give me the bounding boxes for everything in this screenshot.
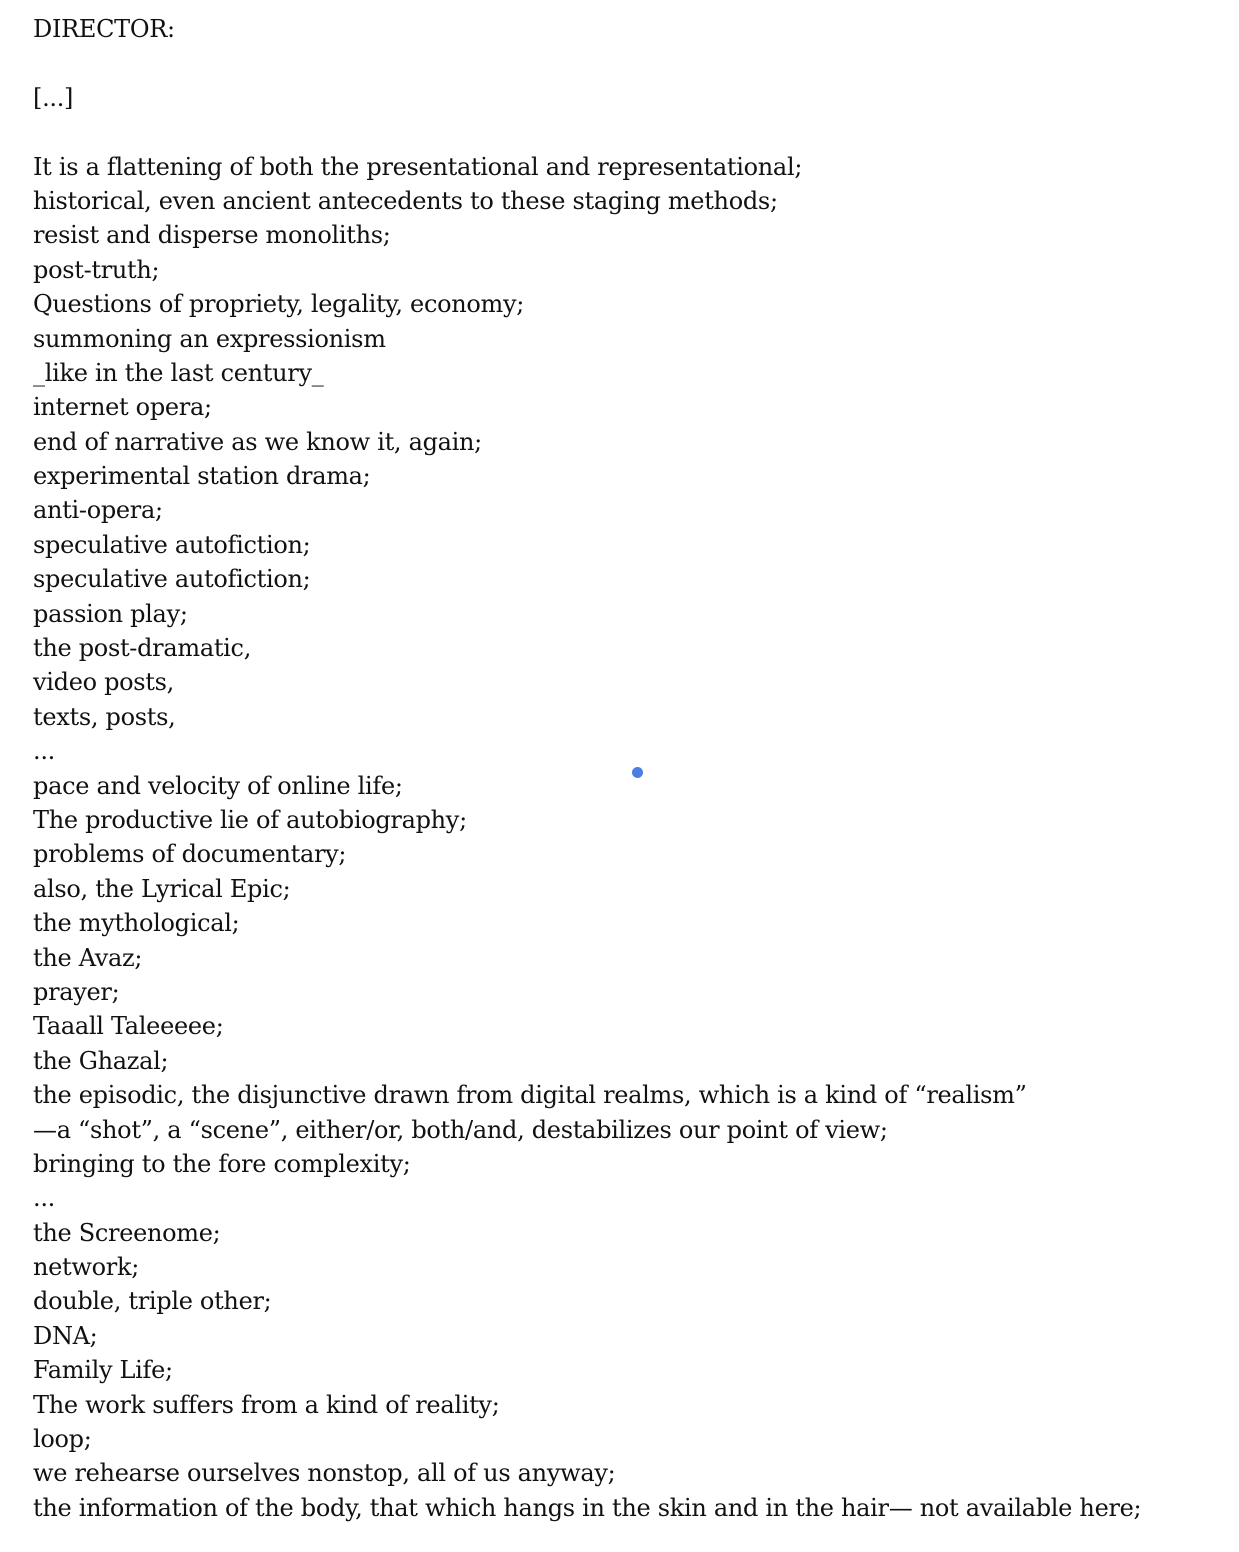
blank-line — [33, 115, 1229, 149]
text-line: summoning an expressionism — [33, 324, 386, 353]
text-line: the post-dramatic, — [33, 634, 252, 663]
blank-line — [33, 46, 1229, 80]
text-line: prayer; — [33, 977, 120, 1006]
text-line: DNA; — [33, 1321, 98, 1350]
text-line: video posts, — [33, 668, 174, 697]
text-line: also, the Lyrical Epic; — [33, 874, 291, 903]
speaker-heading: DIRECTOR: — [33, 15, 175, 43]
document-body — [33, 12, 1229, 1525]
text-line: network; — [33, 1253, 139, 1282]
text-line: Family Life; — [33, 1356, 173, 1385]
text-line: double, triple other; — [33, 1287, 272, 1316]
text-line: the mythological; — [33, 909, 240, 938]
text-line: internet opera; — [33, 393, 212, 422]
text-line: speculative autofiction; — [33, 565, 311, 594]
text-line: the episodic, the disjunctive drawn from digital realms, which is a kind of “realism” — [33, 1081, 1027, 1110]
text-line: pace and velocity of online life; — [33, 771, 403, 800]
text-line: speculative autofiction; — [33, 530, 311, 559]
text-line: texts, posts, — [33, 702, 176, 731]
elided-text-marker: [...] — [33, 83, 74, 112]
text-line: historical, even ancient antecedents to these staging methods; — [33, 186, 778, 215]
text-line: problems of documentary; — [33, 840, 347, 869]
text-lines — [33, 150, 1229, 1526]
text-line: the Screenome; — [33, 1218, 221, 1247]
text-line: The work suffers from a kind of reality; — [33, 1390, 500, 1419]
text-line: The productive lie of autobiography; — [33, 805, 467, 834]
text-line: passion play; — [33, 599, 188, 628]
text-line: anti-opera; — [33, 496, 163, 525]
text-line: —a “shot”, a “scene”, either/or, both/and, destabilizes our point of view; — [33, 1115, 888, 1144]
text-line: Taaall Taleeeee; — [33, 1012, 224, 1041]
text-line: we rehearse ourselves nonstop, all of us anyway; — [33, 1459, 616, 1488]
text-line: loop; — [33, 1425, 92, 1454]
text-line: ... — [33, 737, 55, 766]
text-line: end of narrative as we know it, again; — [33, 427, 482, 456]
text-line: bringing to the fore complexity; — [33, 1149, 411, 1178]
text-line: resist and disperse monoliths; — [33, 221, 391, 250]
text-line: ... — [33, 1184, 55, 1213]
text-cursor-dot — [632, 767, 643, 778]
text-line: _like in the last century_ — [33, 358, 324, 387]
text-line: experimental station drama; — [33, 462, 371, 491]
text-line: post-truth; — [33, 255, 160, 284]
text-line: the information of the body, that which hangs in the skin and in the hair— not available here; — [33, 1493, 1142, 1522]
text-line: the Ghazal; — [33, 1046, 169, 1075]
text-line: It is a flattening of both the presentational and representational; — [33, 152, 803, 181]
text-line: Questions of propriety, legality, economy; — [33, 290, 525, 319]
text-line: the Avaz; — [33, 943, 143, 972]
